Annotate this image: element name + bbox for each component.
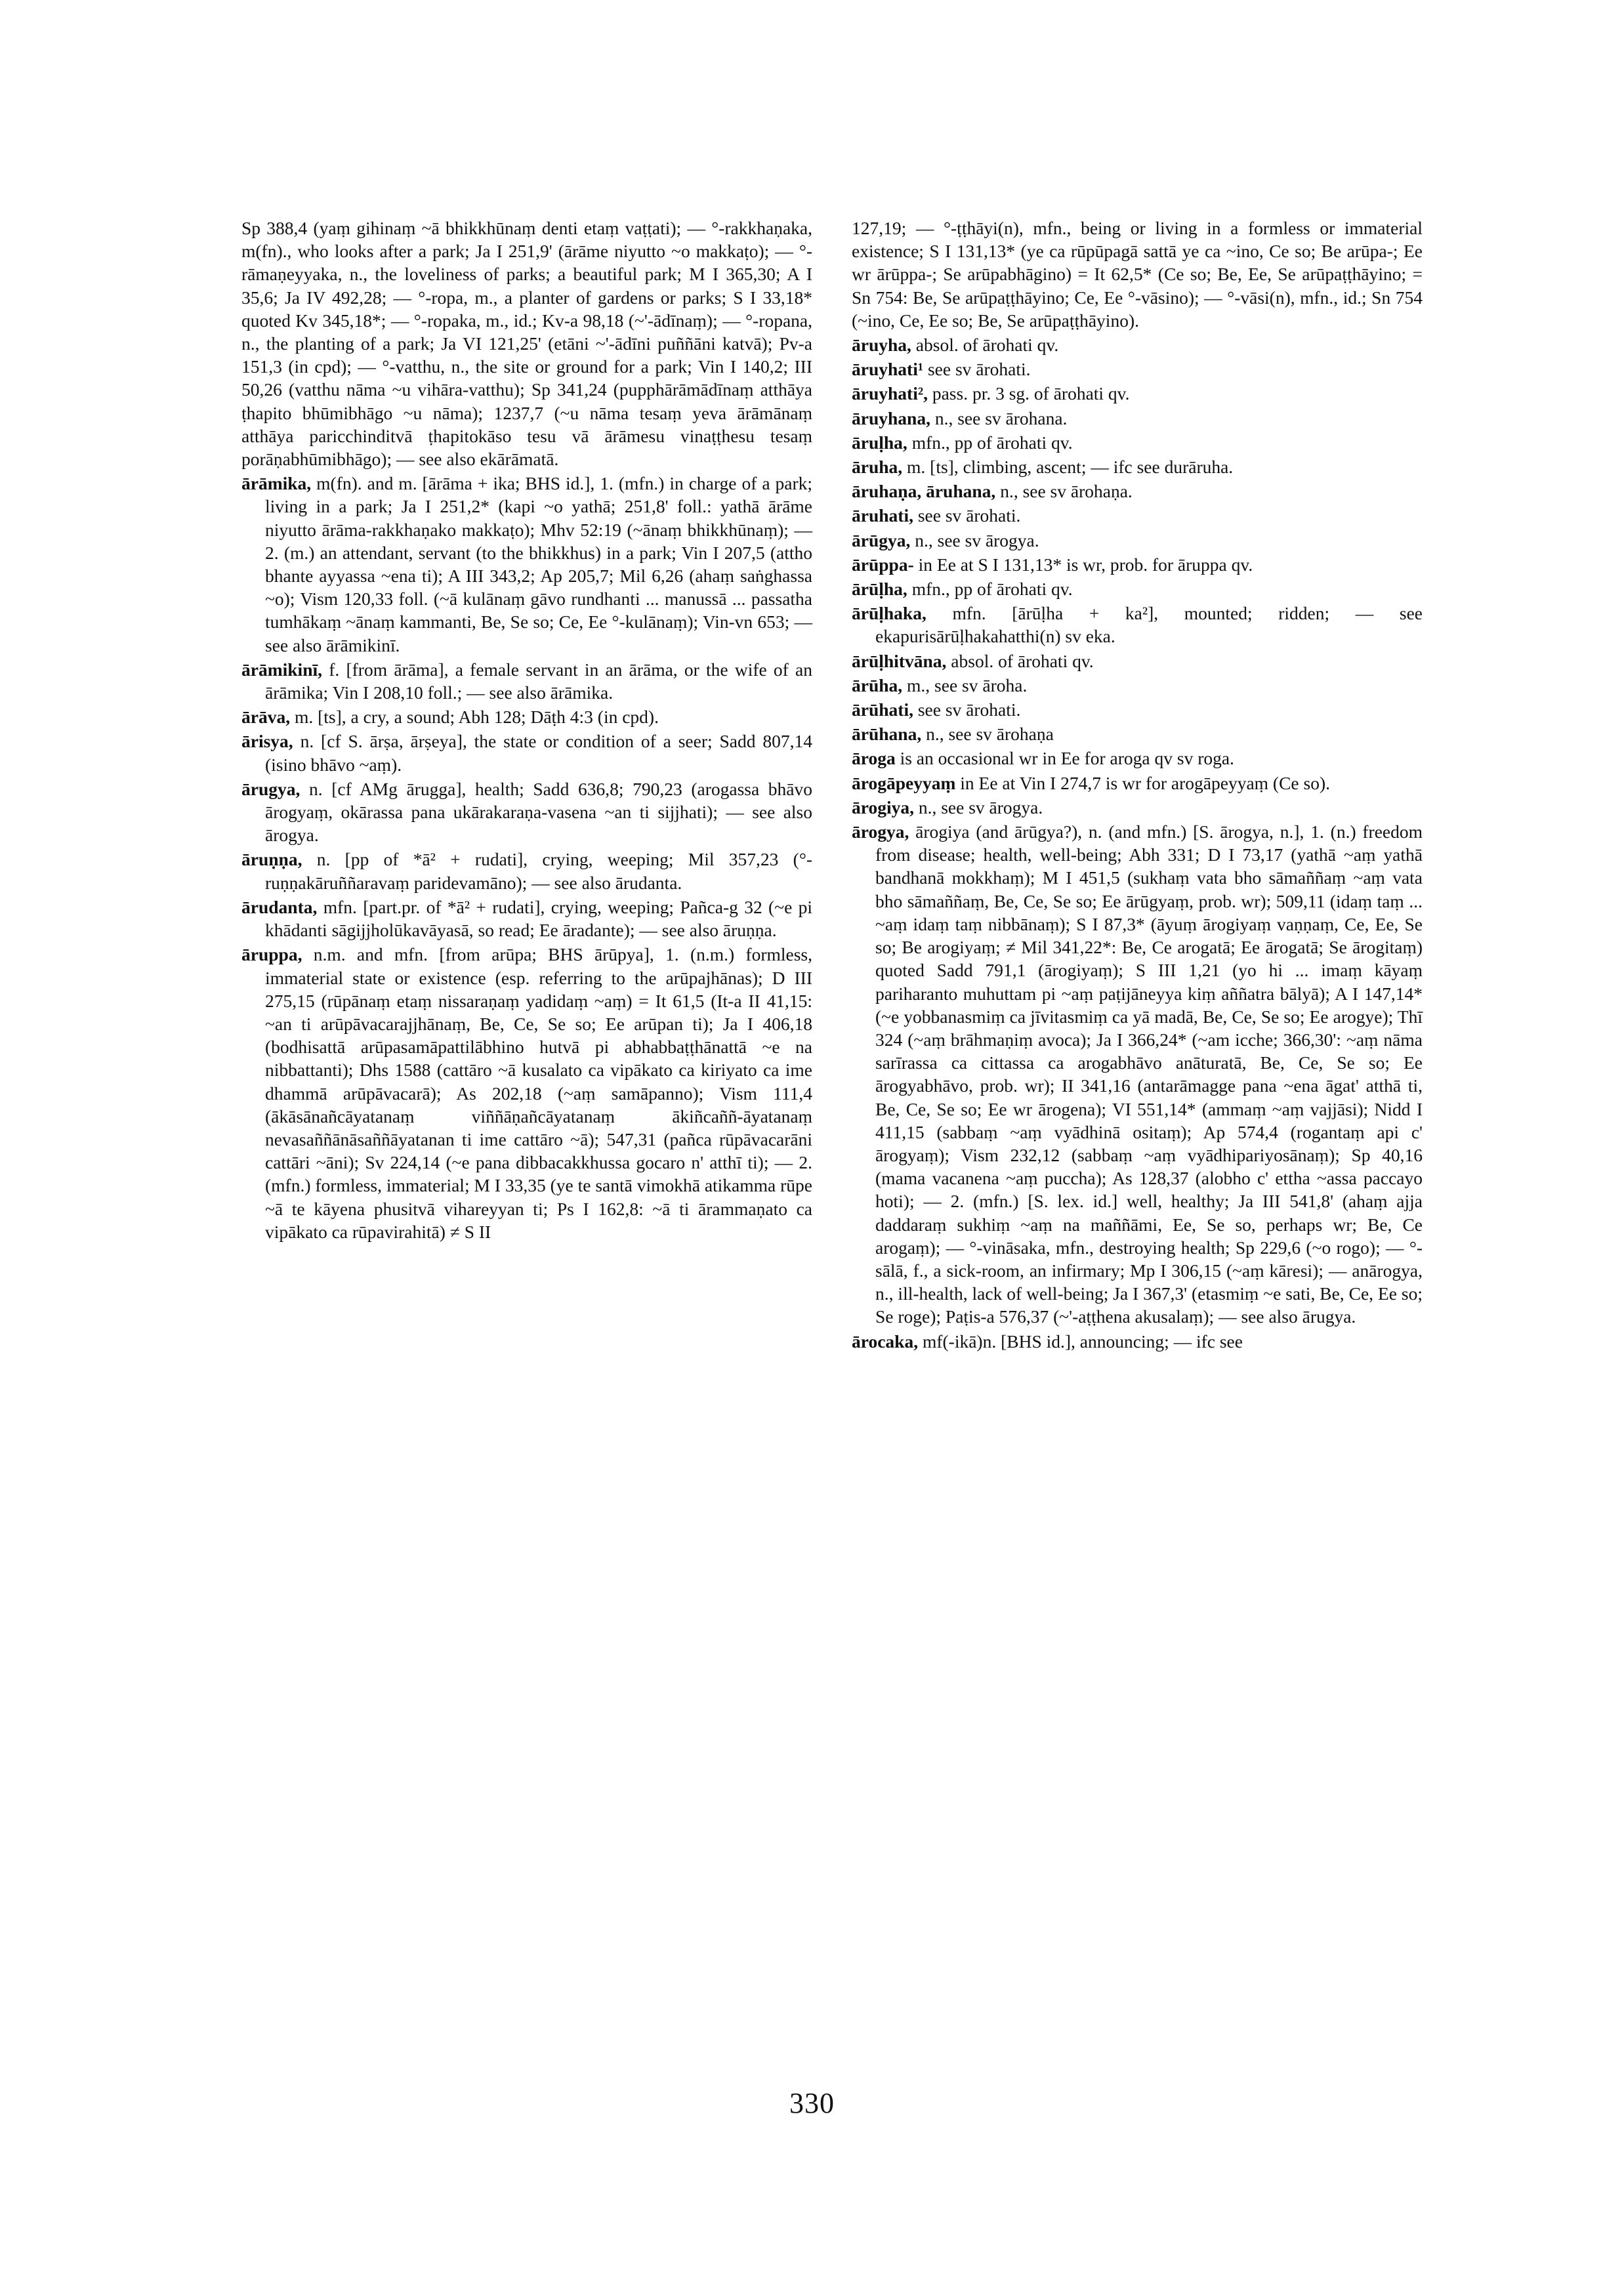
dictionary-entry	[852, 553, 1423, 576]
dictionary-entry	[852, 577, 1423, 600]
entry-text: see sv ārohati.	[917, 699, 1021, 720]
entry-text: n., see sv ārogya.	[918, 796, 1043, 817]
dictionary-entry	[852, 698, 1423, 721]
entry-text: n. [cf S. ārṣa, ārṣeya], the state or condition of a seer; Sadd 807,14 (isino bhāvo ~aṃ).	[265, 731, 812, 775]
dictionary-entry	[852, 1330, 1423, 1353]
entry-headword: ārudanta,	[241, 896, 318, 917]
entry-text: see sv ārohati.	[917, 505, 1021, 526]
entry-text: n., see sv ārohaṇa	[926, 724, 1054, 745]
dictionary-entry	[852, 772, 1423, 795]
entry-headword: ārūḷhaka,	[852, 603, 927, 624]
dictionary-entry	[852, 722, 1423, 745]
dictionary-entry	[241, 896, 812, 941]
entry-text: n., see sv ārohaṇa.	[1000, 481, 1133, 502]
entry-headword: āroga	[852, 748, 896, 769]
entry-text: mfn., pp of ārohati qv.	[911, 432, 1073, 453]
entry-headword: ārogāpeyyaṃ	[852, 772, 956, 793]
dictionary-entry	[852, 529, 1423, 552]
entry-text: see sv ārohati.	[927, 359, 1031, 380]
entry-headword: ārūha,	[852, 674, 903, 695]
entry-text: m(fn). and m. [ārāma + ika; BHS id.], 1. (mfn.) in charge of a park; living in a park; Ja I 251,2* (kapi ~o yathā; 251,8' foll.: yathā ārāme niyutto ārāma-rakkhaṇako makkaṭo); Mhv 52:19 (~ānaṃ bhikkhūnaṃ); — 2. (m.) an attendant, servant (to the bhikkhus) in a park; Vin I 207,5 (attho bhante ayyassa ~ena ti); A III 343,2; Ap 205,7; Mil 6,26 (ahaṃ saṅghassa ~o); Vism 120,33 foll. (~ā kulānaṃ gāvo rundhanti ... manussā ... passatha tumhākaṃ ~ānaṃ kammanti, Be, Se so; Ce, Ee °-kulānaṃ); Vin-vn 653; — see also ārāmikinī.	[265, 473, 813, 655]
entry-headword: ārāmika,	[241, 473, 312, 494]
entry-headword: āruha,	[852, 457, 903, 478]
dictionary-entry	[852, 217, 1423, 332]
dictionary-entry	[241, 658, 812, 704]
entry-headword: ārugya,	[241, 778, 301, 799]
entry-text: f. [from ārāma], a female servant in an ārāma, or the wife of an ārāmika; Vin I 208,10 foll.; — see also ārāmika.	[265, 659, 813, 703]
entry-text: absol. of ārohati qv.	[951, 650, 1094, 671]
dictionary-entry	[852, 480, 1423, 503]
entry-headword: ārogiya,	[852, 796, 914, 817]
entry-text: ārogiya (and ārūgya?), n. (and mfn.) [S. ārogya, n.], 1. (n.) freedom from disease; health, well-being; Abh 331; D I 73,17 (yathā ~aṃ yathā bandhanā mokkhaṃ); M I 451,5 (sukhaṃ vata bho sāmaññaṃ ~aṃ vata bho sāmaññaṃ, Be, Ce, Se so; Ee ārūgyaṃ, prob. wr); 509,11 (idaṃ taṃ ... ~aṃ idaṃ taṃ nibbānaṃ); S I 87,3* (āyuṃ ārogiyaṃ vaṇṇaṃ, Ce, Ee, Se so; Be arogiyaṃ; ≠ Mil 341,22*: Be, Ce arogatā; Ee ārogatā; Se ārogitaṃ) quoted Sadd 791,1 (ārogiyaṃ); S III 1,21 (yo hi ... imaṃ kāyaṃ pariharanto muhuttam pi ~aṃ paṭijāneyya kiṃ aññatra bālyā); A I 147,14* (~e yobbanasmiṃ ca jīvitasmiṃ ca yā madā, Be, Ce, Se so; Ee arogye); Thī 324 (~aṃ brāhmaṇiṃ avoca); Ja I 366,24* (~am icche; 366,30': ~aṃ nāma sarīrassa ca cittassa ca arogabhāvo anāturatā, Be, Ce, Se so; Ee ārogyabhāvo, prob. wr); II 341,16 (antarāmagge pana ~ena āgat' atthā ti, Be, Ce, Se so; Ee wr ārogena); VI 551,14* (ammaṃ ~aṃ vajjāsi); Nidd I 411,15 (sabbaṃ ~aṃ vyādhinā ositaṃ); Ap 574,4 (rogantaṃ api c' ārogyaṃ); Vism 232,12 (sabbaṃ ~aṃ vyādhipariyosānaṃ); Sp 40,16 (mama vacanena ~aṃ puccha); As 128,37 (alobho c' ettha ~assa paccayo hoti); — 2. (mfn.) [S. lex. id.] well, healthy; Ja III 541,8' (ahaṃ ajja daddaraṃ sukhiṃ ~aṃ na maññāmi, Ee, Se so, perhaps wr; Be, Ce arogaṃ); — °-vināsaka, mfn., destroying health; Sp 229,6 (~o rogo); — °-sālā, f., a sick-room, an infirmary; Mp I 306,15 (~aṃ kāresi); — anārogya, n., ill-health, lack of well-being; Ja I 367,3' (etasmiṃ ~e sati, Be, Ce, Ee so; Se roge); Paṭis-a 576,37 (~'-aṭṭhena akusalaṃ); — see also ārugya.	[875, 821, 1423, 1327]
entry-headword: ārūppa-	[852, 554, 914, 575]
left-column	[241, 217, 812, 1245]
dictionary-entry	[852, 820, 1423, 1328]
entry-headword: ārāva,	[241, 707, 291, 728]
entry-headword: āruhaṇa, āruhana,	[852, 481, 996, 502]
entry-text: n. [pp of *ā² + rudati], crying, weeping; Mil 357,23 (°-ruṇṇakāruññaravaṃ paridevamāno); — see also ārudanta.	[265, 849, 812, 893]
entry-headword: ārūhana,	[852, 724, 922, 745]
dictionary-entry	[241, 777, 812, 847]
dictionary-entry	[852, 358, 1423, 381]
entry-headword: ārūḷha,	[852, 579, 907, 600]
entry-text: absol. of ārohati qv.	[915, 335, 1059, 356]
dictionary-entry	[241, 848, 812, 894]
dictionary-entry	[241, 943, 812, 1243]
entry-text: m. [ts], a cry, a sound; Abh 128; Dāṭh 4:3 (in cpd).	[294, 707, 659, 728]
entry-headword: āruyha,	[852, 335, 911, 356]
dictionary-entry	[241, 730, 812, 775]
entry-headword: āruhati,	[852, 505, 913, 526]
dictionary-entry	[852, 602, 1423, 648]
entry-headword: ārogya,	[852, 821, 909, 842]
entry-text: n.m. and mfn. [from arūpa; BHS ārūpya], 1. (n.m.) formless, immaterial state or existence (esp. referring to the arūpajhānas); D III 275,15 (rūpānaṃ etaṃ nissaraṇaṃ yadidaṃ ~aṃ) = It 61,5 (It-a II 41,15: ~an ti arūpāvacarajjhānaṃ, Be, Ce, Se so; Ee arūpan ti); Ja I 406,18 (bodhisattā arūpasamāpattilābhino hutvā pi abhabbaṭṭhānattā ~e na nibbattanti); Dhs 1588 (cattāro ~ā kusalato ca vipākato ca kiriyato ca ime dhammā arūpāvacarā); As 202,18 (~aṃ samāpanno); Vism 111,4 (ākāsānañcāyatanaṃ viññāṇañcāyatanaṃ ākiñcaññ-āyatanaṃ nevasaññānāsaññāyatanan ti ime cattāro ~ā); 547,31 (pañca rūpāvacarāni cattāri ~āni); Sv 224,14 (~e pana dibbacakkhussa gocaro n' atthī ti); — 2. (mfn.) formless, immaterial; M I 33,35 (ye te santā vimokhā atikamma rūpe ~ā te kāyena phusitvā vihareyyan ti; Ps I 162,8: ~ā ti ārammaṇato ca vipākato ca rūpavirahitā) ≠ S II	[265, 944, 813, 1242]
dictionary-entry	[852, 504, 1423, 527]
page-number: 330	[789, 2087, 835, 2119]
entry-headword: āruppa,	[241, 944, 302, 965]
dictionary-entry	[852, 747, 1423, 770]
entry-text: m. [ts], climbing, ascent; — ifc see durāruha.	[907, 457, 1234, 478]
entry-text: n. [cf AMg ārugga], health; Sadd 636,8; 790,23 (arogassa bhāvo ārogyaṃ, okārassa pana ukārakaraṇa-vasena ~an ti sijjhati); — see also ārogya.	[265, 778, 812, 846]
entry-text: m., see sv āroha.	[907, 674, 1028, 695]
entry-headword: āruḷha,	[852, 432, 907, 453]
entry-headword: āruṇṇa,	[241, 849, 302, 870]
entry-text: in Ee at S I 131,13* is wr, prob. for āruppa qv.	[918, 554, 1253, 575]
entry-text: n., see sv ārohana.	[934, 407, 1068, 428]
entry-headword: ārūgya,	[852, 529, 911, 550]
entry-text: Sp 388,4 (yaṃ gihinaṃ ~ā bhikkhūnaṃ denti etaṃ vaṭṭati); — °-rakkhaṇaka, m(fn)., who looks after a park; Ja I 251,9' (ārāme niyutto ~o makkaṭo); — °-rāmaṇeyyaka, n., the loveliness of parks; a beautiful park; M I 365,30; A I 35,6; Ja IV 492,28; — °-ropa, m., a planter of gardens or parks; S I 33,18* quoted Kv 345,18*; — °-ropaka, m., id.; Kv-a 98,18 (~'-ādīnaṃ); — °-ropana, n., the planting of a park; Ja VI 121,25' (etāni ~'-ādīni puññāni katvā); Pv-a 151,3 (in cpd); — °-vatthu, n., the site or ground for a park; Vin I 140,2; III 50,26 (vatthu nāma ~u vihāra-vatthu); Sp 341,24 (pupphārāmādīnaṃ atthāya ṭhapito bhūmibhāgo ~u nāma); 1237,7 (~u nāma tesaṃ yeva ārāmānaṃ atthāya paricchinditvā ṭhapitokāso tesu vā ārāmesu vinaṭṭhesu tesaṃ porāṇabhūmibhāgo); — see also ekārāmatā.	[241, 218, 812, 470]
right-column	[852, 217, 1423, 1354]
entry-text: is an occasional wr in Ee for aroga qv sv roga.	[900, 748, 1234, 769]
dictionary-entry	[241, 472, 812, 657]
entry-text: pass. pr. 3 sg. of ārohati qv.	[932, 383, 1130, 404]
entry-text: in Ee at Vin I 274,7 is wr for arogāpeyyaṃ (Ce so).	[960, 772, 1330, 793]
dictionary-entry	[852, 382, 1423, 405]
entry-text: 127,19; — °-ṭṭhāyi(n), mfn., being or living in a formless or immaterial existence; S I 131,13* (ye ca rūpūpagā sattā ye ca ~ino, Ce so; Be arūpa-; Ee wr ārūppa-; Se arūpabhāgino) = It 62,5* (Ce so; Be, Ee, Se arūpaṭṭhāyino; = Sn 754: Be, Se arūpaṭṭhāyino; Ce, Ee °-vāsino); — °-vāsi(n), mfn., id.; Sn 754 (~ino, Ce, Ee so; Be, Se arūpaṭṭhāyino).	[852, 218, 1423, 331]
entry-text: n., see sv ārogya.	[915, 529, 1039, 550]
entry-headword: ārisya,	[241, 731, 293, 752]
dictionary-entry	[241, 705, 812, 728]
entry-text: mfn., pp of ārohati qv.	[911, 579, 1073, 600]
entry-headword: ārūhati,	[852, 699, 913, 720]
entry-text: mfn. [ārūḷha + ka²], mounted; ridden; — see ekapurisārūḷhakahatthi(n) sv eka.	[875, 603, 1423, 647]
dictionary-entry	[852, 796, 1423, 819]
entry-headword: ārocaka,	[852, 1331, 919, 1352]
entry-headword: ārūḷhitvāna,	[852, 650, 947, 671]
entry-text: mf(-ikā)n. [BHS id.], announcing; — ifc see	[922, 1331, 1243, 1352]
entry-headword: āruyhati²,	[852, 383, 928, 404]
entry-headword: ārāmikinī,	[241, 659, 322, 680]
dictionary-entry	[852, 431, 1423, 454]
entry-text: mfn. [part.pr. of *ā² + rudati], crying, weeping; Pañca-g 32 (~e pi khādanti sāgijjholūkavāyasā, so read; Ee āradante); — see also āruṇṇa.	[265, 896, 813, 941]
dictionary-entry	[852, 333, 1423, 356]
dictionary-entry	[241, 217, 812, 470]
dictionary-entry	[852, 455, 1423, 478]
entry-headword: āruyhati¹	[852, 359, 924, 380]
dictionary-entry	[852, 674, 1423, 697]
dictionary-entry	[852, 407, 1423, 430]
dictionary-entry	[852, 650, 1423, 672]
entry-headword: āruyhana,	[852, 407, 930, 428]
